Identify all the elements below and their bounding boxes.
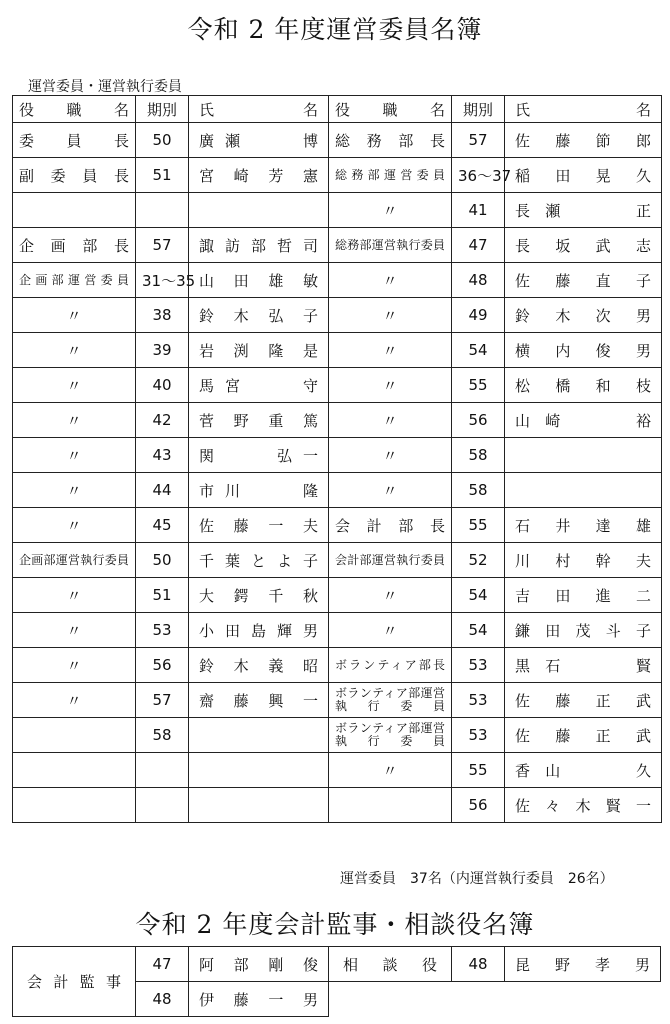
left-name-cell	[189, 718, 329, 753]
right-role-cell: ボランティア部運営執行委員	[329, 718, 452, 753]
page-title: 令和 2 年度運営委員名簿	[187, 15, 483, 44]
left-term-cell: 57	[136, 228, 189, 263]
right-role-cell: 会計部運営執行委員	[329, 543, 452, 578]
left-role-cell: 〃	[13, 473, 136, 508]
right-role-cell: 〃	[329, 263, 452, 298]
right-name-cell: 佐藤節郎	[505, 123, 662, 158]
left-role-cell: 〃	[13, 333, 136, 368]
right-term-cell: 54	[452, 613, 505, 648]
left-term-cell: 40	[136, 368, 189, 403]
table-row	[13, 947, 661, 982]
right-role-cell: 会計部長	[329, 508, 452, 543]
right-term-cell: 55	[452, 368, 505, 403]
table-row	[13, 333, 662, 368]
left-term-cell: 57	[136, 683, 189, 718]
left-term-cell: 43	[136, 438, 189, 473]
left-role-cell: 〃	[13, 438, 136, 473]
left-name-cell: 鈴木義昭	[189, 648, 329, 683]
right-name-cell: 佐藤直子	[505, 263, 662, 298]
left-term-cell: 38	[136, 298, 189, 333]
right-term-cell: 53	[452, 683, 505, 718]
left-name-cell: 宮崎芳憲	[189, 158, 329, 193]
right-role-cell: 〃	[329, 333, 452, 368]
header-name: 氏 名	[189, 96, 329, 123]
right-role-cell: 〃	[329, 578, 452, 613]
left-role-cell	[13, 788, 136, 823]
left-role-cell: 〃	[13, 578, 136, 613]
right-role-cell: ボランティア部運営執行委員	[329, 683, 452, 718]
right-term-cell: 57	[452, 123, 505, 158]
right-name-cell: 石井達雄	[505, 508, 662, 543]
left-role-cell	[13, 718, 136, 753]
right-name-cell: 鈴木次男	[505, 298, 662, 333]
table-row	[13, 228, 662, 263]
right-name-cell: 香山 久	[505, 753, 662, 788]
right-name-cell: 松橋和枝	[505, 368, 662, 403]
right-role-cell: 〃	[329, 193, 452, 228]
left-role-cell: 〃	[13, 368, 136, 403]
left-term-cell	[136, 753, 189, 788]
header-term: 期別	[452, 96, 505, 123]
right-name-cell	[505, 473, 662, 508]
right-name-cell	[505, 438, 662, 473]
left-role-cell	[13, 193, 136, 228]
right-term-cell: 58	[452, 473, 505, 508]
right-name-cell: 横内俊男	[505, 333, 662, 368]
left-term-cell	[136, 193, 189, 228]
right-term-cell: 55	[452, 753, 505, 788]
left-name-cell	[189, 753, 329, 788]
left-role-cell: 企画部運営委員	[13, 263, 136, 298]
table-row	[13, 718, 662, 753]
table-row	[13, 613, 662, 648]
table-row	[13, 788, 662, 823]
section-title: 令和 2 年度会計監事・相談役名簿	[135, 910, 535, 939]
right-term-cell: 58	[452, 438, 505, 473]
right-name-cell: 稲田晃久	[505, 158, 662, 193]
table-row	[13, 298, 662, 333]
audit-role: 会計監事	[13, 947, 136, 1017]
table-row	[13, 543, 662, 578]
right-term-cell: 56	[452, 403, 505, 438]
table-row	[13, 753, 662, 788]
left-role-cell	[13, 753, 136, 788]
right-term-cell: 56	[452, 788, 505, 823]
left-role-cell: 〃	[13, 508, 136, 543]
left-term-cell: 50	[136, 543, 189, 578]
right-term-cell: 47	[452, 228, 505, 263]
right-role-cell: 〃	[329, 473, 452, 508]
left-name-cell: 菅野重篤	[189, 403, 329, 438]
header-name: 氏 名	[505, 96, 662, 123]
left-role-cell: 〃	[13, 683, 136, 718]
table-row	[13, 473, 662, 508]
left-role-cell: 企画部運営執行委員	[13, 543, 136, 578]
left-name-cell: 諏訪部哲司	[189, 228, 329, 263]
right-role-cell: 〃	[329, 753, 452, 788]
table-row	[13, 368, 662, 403]
audit-term: 48	[136, 982, 189, 1017]
left-term-cell: 45	[136, 508, 189, 543]
left-term-cell: 50	[136, 123, 189, 158]
left-term-cell: 44	[136, 473, 189, 508]
left-name-cell	[189, 788, 329, 823]
left-name-cell: 千葉とよ子	[189, 543, 329, 578]
right-role-cell: 総務部長	[329, 123, 452, 158]
left-name-cell: 鈴木弘子	[189, 298, 329, 333]
left-term-cell: 51	[136, 578, 189, 613]
right-name-cell: 黒石 賢	[505, 648, 662, 683]
right-term-cell: 41	[452, 193, 505, 228]
left-term-cell: 58	[136, 718, 189, 753]
left-name-cell: 市川 隆	[189, 473, 329, 508]
right-name-cell: 佐藤正武	[505, 683, 662, 718]
empty-cell	[329, 982, 661, 1017]
right-name-cell: 鎌田茂斗子	[505, 613, 662, 648]
left-name-cell: 佐藤一夫	[189, 508, 329, 543]
right-term-cell: 54	[452, 578, 505, 613]
header-role: 役 職 名	[13, 96, 136, 123]
right-term-cell: 36〜37	[452, 158, 505, 193]
header-row	[13, 96, 662, 123]
committee-table	[12, 95, 662, 823]
advisor-term: 48	[452, 947, 505, 982]
audit-name: 阿部剛俊	[189, 947, 329, 982]
right-name-cell: 長坂武志	[505, 228, 662, 263]
table-row	[13, 648, 662, 683]
table-row	[13, 578, 662, 613]
member-count-note: 運営委員 37名（内運営執行委員 26名）	[340, 871, 614, 887]
left-term-cell: 42	[136, 403, 189, 438]
right-name-cell: 佐藤正武	[505, 718, 662, 753]
left-role-cell: 企画部長	[13, 228, 136, 263]
table-row	[13, 158, 662, 193]
table-row	[13, 123, 662, 158]
right-role-cell: 〃	[329, 403, 452, 438]
audit-term: 47	[136, 947, 189, 982]
right-role-cell: 総務部運営執行委員	[329, 228, 452, 263]
table-row	[13, 263, 662, 298]
right-term-cell: 49	[452, 298, 505, 333]
left-role-cell: 〃	[13, 298, 136, 333]
right-role-cell	[329, 788, 452, 823]
right-term-cell: 54	[452, 333, 505, 368]
right-name-cell: 川村幹夫	[505, 543, 662, 578]
header-role: 役 職 名	[329, 96, 452, 123]
audit-table	[12, 946, 661, 1017]
right-name-cell: 長瀬 正	[505, 193, 662, 228]
left-role-cell: 委員長	[13, 123, 136, 158]
right-name-cell: 吉田進二	[505, 578, 662, 613]
left-role-cell: 〃	[13, 403, 136, 438]
left-name-cell: 大鍔千秋	[189, 578, 329, 613]
table-row	[13, 508, 662, 543]
left-role-cell: 〃	[13, 613, 136, 648]
left-term-cell: 53	[136, 613, 189, 648]
left-term-cell: 31〜35	[136, 263, 189, 298]
right-role-cell: 〃	[329, 298, 452, 333]
advisor-role: 相談役	[329, 947, 452, 982]
right-role-cell: 総務部運営委員	[329, 158, 452, 193]
left-name-cell: 廣瀬 博	[189, 123, 329, 158]
left-term-cell: 51	[136, 158, 189, 193]
right-role-cell: 〃	[329, 613, 452, 648]
left-name-cell: 山田雄敏	[189, 263, 329, 298]
audit-name: 伊藤一男	[189, 982, 329, 1017]
left-name-cell: 関 弘一	[189, 438, 329, 473]
header-term: 期別	[136, 96, 189, 123]
right-role-cell: ボランティア部長	[329, 648, 452, 683]
right-term-cell: 48	[452, 263, 505, 298]
table-row	[13, 193, 662, 228]
left-name-cell: 岩渕隆是	[189, 333, 329, 368]
right-term-cell: 53	[452, 648, 505, 683]
left-term-cell: 56	[136, 648, 189, 683]
advisor-name: 昆野孝男	[505, 947, 661, 982]
table-row	[13, 683, 662, 718]
right-term-cell: 52	[452, 543, 505, 578]
right-name-cell: 山崎 裕	[505, 403, 662, 438]
right-name-cell: 佐々木賢一	[505, 788, 662, 823]
section-subtitle: 運営委員・運営執行委員	[28, 79, 182, 95]
left-name-cell	[189, 193, 329, 228]
table-row	[13, 403, 662, 438]
left-name-cell: 齋藤興一	[189, 683, 329, 718]
right-term-cell: 53	[452, 718, 505, 753]
right-term-cell: 55	[452, 508, 505, 543]
table-row	[13, 438, 662, 473]
left-term-cell	[136, 788, 189, 823]
left-role-cell: 〃	[13, 648, 136, 683]
left-role-cell: 副委員長	[13, 158, 136, 193]
right-role-cell: 〃	[329, 438, 452, 473]
left-name-cell: 小田島輝男	[189, 613, 329, 648]
right-role-cell: 〃	[329, 368, 452, 403]
left-name-cell: 馬宮 守	[189, 368, 329, 403]
left-term-cell: 39	[136, 333, 189, 368]
